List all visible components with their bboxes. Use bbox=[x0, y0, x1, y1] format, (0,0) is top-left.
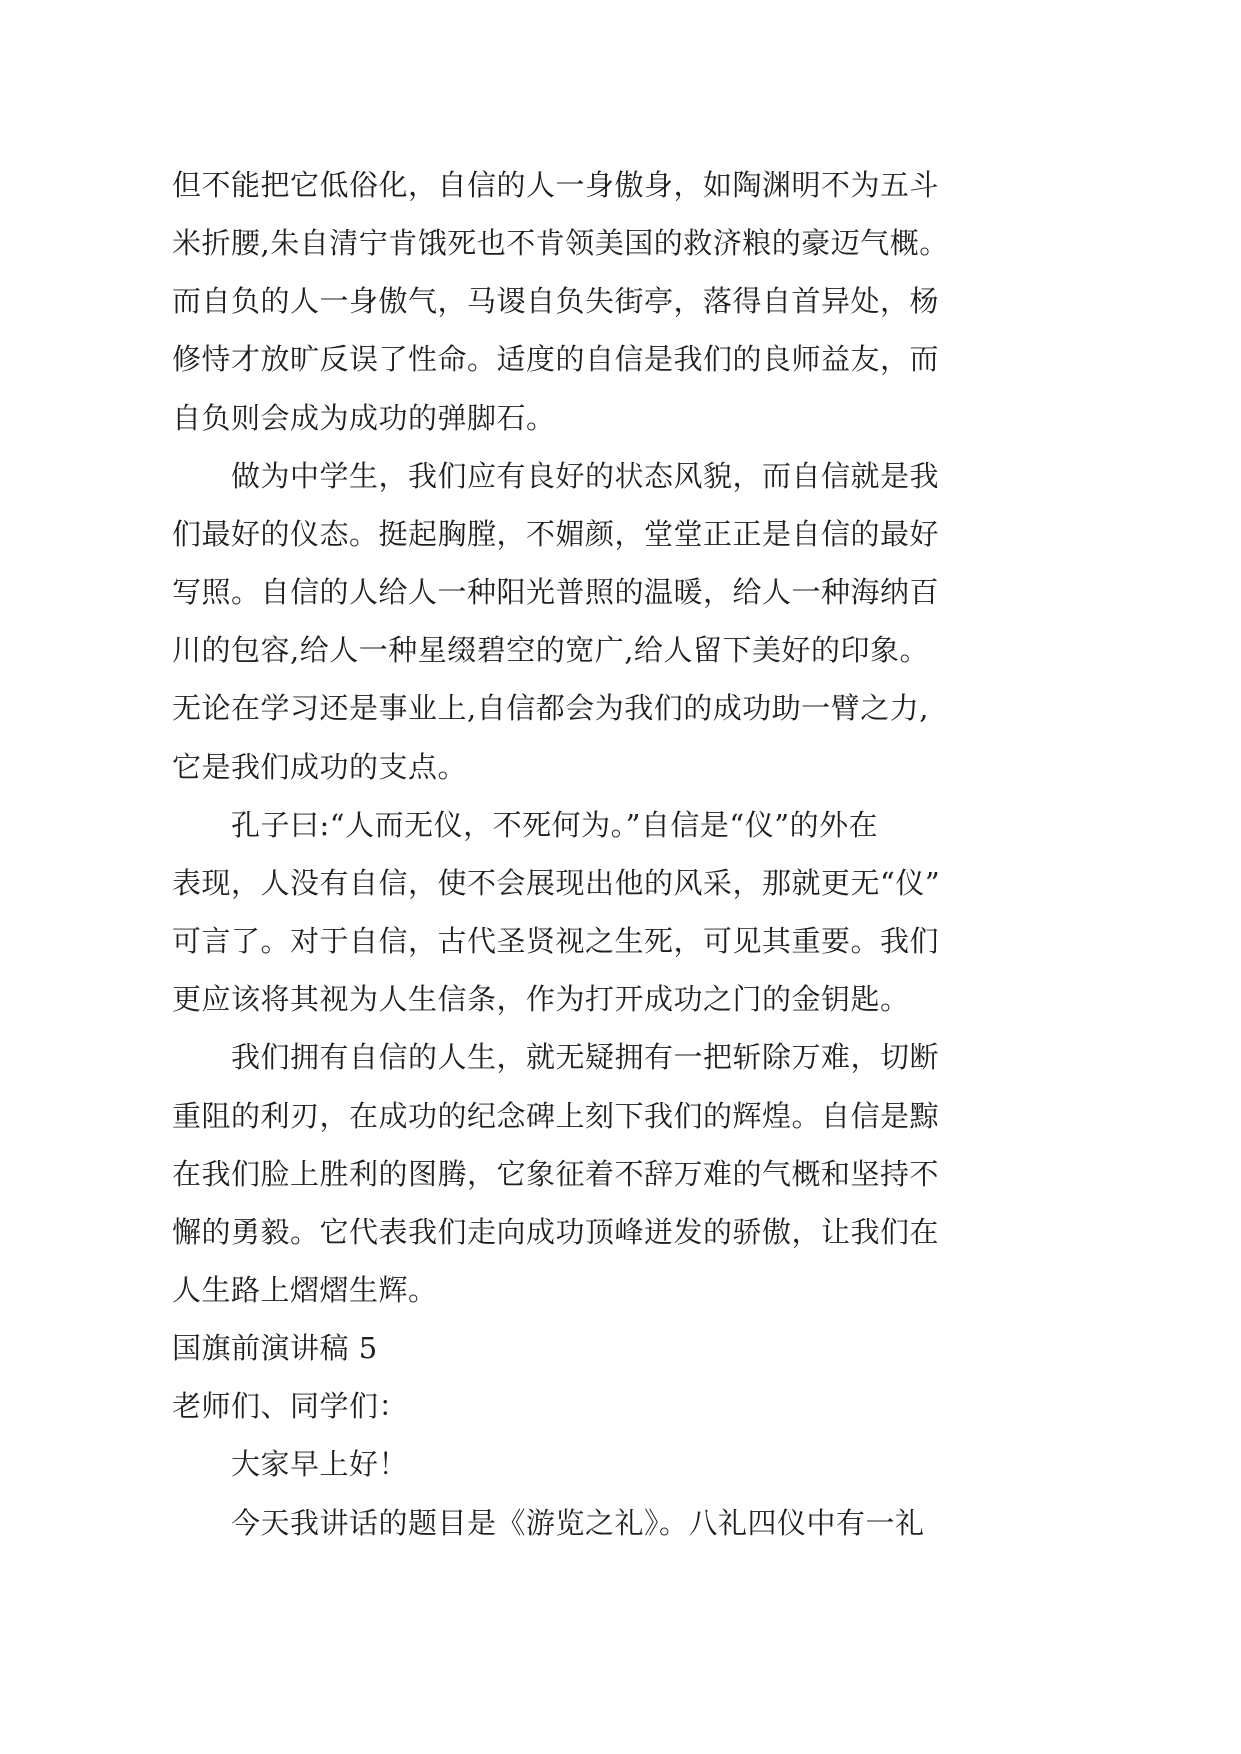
text-line: 但不能把它低俗化，自信的人一身傲身，如陶渊明不为五斗 bbox=[172, 168, 940, 202]
paragraph bbox=[172, 1028, 1192, 1319]
text-line: 写照。自信的人给人一种阳光普照的温暖，给人一种海纳百 bbox=[172, 575, 940, 610]
text-line: 它是我们成功的支点。 bbox=[172, 749, 468, 784]
text-line: 在我们脸上胜利的图腾，它象征着不辞万难的气概和坚持不 bbox=[172, 1156, 940, 1191]
text-line: 更应该将其视为人生信条，作为打开成功之门的金钥匙。 bbox=[172, 982, 910, 1017]
text-line: 今天我讲话的题目是《游览之礼》。八礼四仪中有一礼 bbox=[231, 1505, 925, 1540]
text-line: 川的包容,给人一种星缀碧空的宽广,给人留下美好的印象。 bbox=[172, 633, 929, 668]
text-line: 无论在学习还是事业上,自信都会为我们的成功助一臂之力, bbox=[172, 691, 929, 726]
paragraph bbox=[172, 796, 1192, 1029]
salutation: 老师们、同学们： bbox=[172, 1389, 409, 1424]
text-line: 懈的勇毅。它代表我们走向成功顶峰迸发的骄傲，让我们在 bbox=[172, 1214, 940, 1249]
paragraph bbox=[172, 1494, 1192, 1552]
paragraph bbox=[172, 447, 1192, 796]
text-line: 而自负的人一身傲气，马谡自负失街亭，落得自首异处，杨 bbox=[172, 284, 940, 319]
text-line: 可言了。对于自信，古代圣贤视之生死，可见其重要。我们 bbox=[172, 924, 940, 959]
text-line: 重阻的利刃，在成功的纪念碑上刻下我们的辉煌。自信是黥 bbox=[172, 1098, 940, 1133]
text-line: 米折腰,朱自清宁肯饿死也不肯领美国的救济粮的豪迈气概。 bbox=[172, 226, 949, 261]
greeting: 大家早上好！ bbox=[231, 1447, 409, 1482]
text-line: 表现，人没有自信，使不会展现出他的风采，那就更无“仪” bbox=[172, 865, 941, 900]
text-line: 修恃才放旷反误了性命。适度的自信是我们的良师益友，而 bbox=[172, 342, 940, 377]
text-line: 自负则会成为成功的弹脚石。 bbox=[172, 400, 556, 435]
text-line: 做为中学生，我们应有良好的状态风貌，而自信就是我 bbox=[231, 458, 940, 493]
paragraph bbox=[172, 156, 1192, 447]
text-line: 们最好的仪态。挺起胸膛，不媚颜，堂堂正正是自信的最好 bbox=[172, 516, 940, 551]
text-line: 人生路上熠熠生辉。 bbox=[172, 1272, 438, 1307]
speech-title: 国旗前演讲稿 5 bbox=[172, 1331, 378, 1366]
text-line: 我们拥有自信的人生，就无疑拥有一把斩除万难，切断 bbox=[231, 1040, 940, 1075]
document-body bbox=[172, 156, 1192, 1552]
text-line: 孔子曰:“人而无仪，不死何为。”自信是“仪”的外在 bbox=[231, 807, 879, 842]
